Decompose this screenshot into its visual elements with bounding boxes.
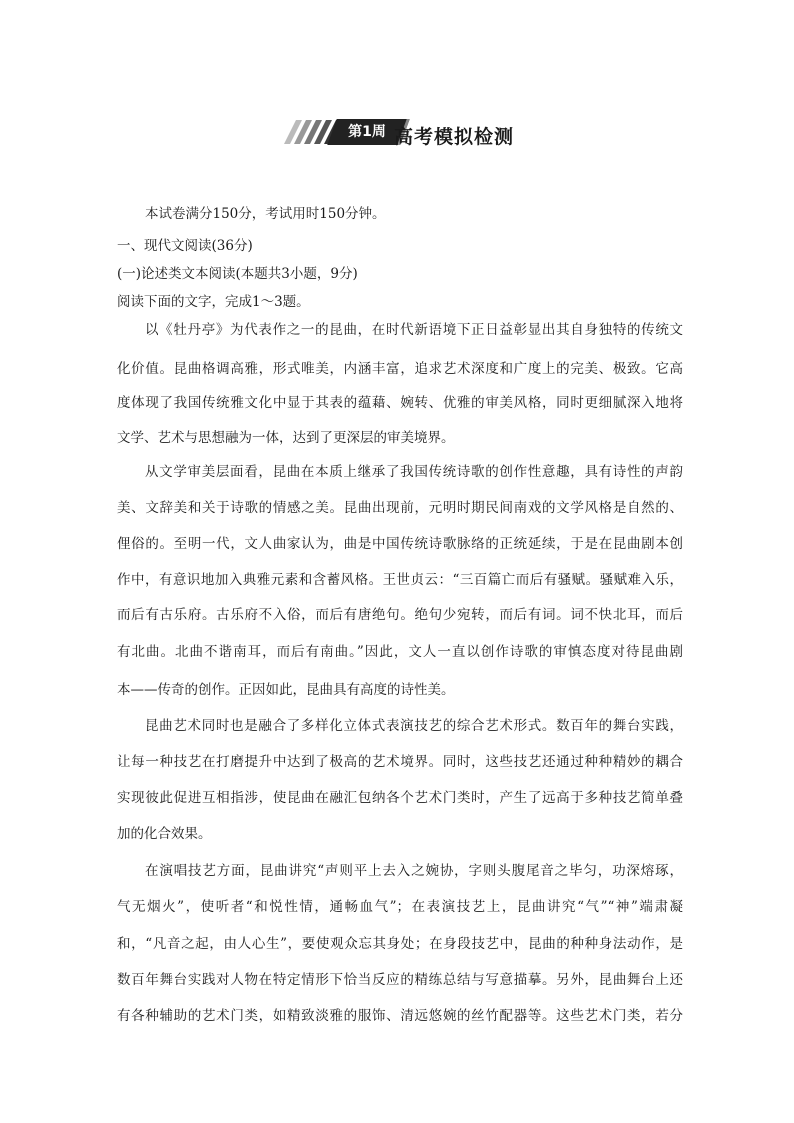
passage-line: 作中，有意识地加入典雅元素和含蓄风格。王世贞云：“三百篇亡而后有骚赋。骚赋难入乐，: [117, 572, 683, 588]
passage-line: 昆曲艺术同时也是融合了多样化立体式表演技艺的综合艺术形式。数百年的舞台实践，: [145, 718, 683, 734]
passage-line: 文学、艺术与思想融为一体，达到了更深层的审美境界。: [117, 430, 455, 446]
passage-line: 有各种辅助的艺术门类，如精致淡雅的服饰、清远悠婉的丝竹配器等。这些艺术门类，若分: [117, 1008, 683, 1024]
passage-line: 美、文辞美和关于诗歌的情感之美。昆曲出现前，元明时期民间南戏的文学风格是自然的、: [117, 500, 683, 516]
subsection-heading: (一)论述类文本阅读(本题共3小题，9分): [117, 266, 358, 282]
reading-instruction: 阅读下面的文字，完成1～3题。: [117, 294, 310, 310]
passage-line: 而后有古乐府。古乐府不入俗，而后有唐绝句。绝句少宛转，而后有词。词不快北耳，而后: [117, 607, 683, 623]
week-header: [274, 118, 534, 152]
exam-intro: 本试卷满分150分，考试用时150分钟。: [145, 206, 386, 222]
section-heading: 一、现代文阅读(36分): [117, 238, 253, 254]
passage-line: 从文学审美层面看，昆曲在本质上继承了我国传统诗歌的创作性意趣，具有诗性的声韵: [145, 464, 683, 480]
passage-line: 数百年舞台实践对人物在特定情形下恰当反应的精练总结与写意描摹。另外，昆曲舞台上还: [117, 972, 683, 988]
passage-line: 俚俗的。至明一代，文人曲家认为，曲是中国传统诗歌脉络的正统延续，于是在昆曲剧本创: [117, 536, 683, 552]
passage-line: 有北曲。北曲不谐南耳，而后有南曲。”因此，文人一直以创作诗歌的审慎态度对待昆曲剧: [117, 644, 683, 660]
passage-line: 实现彼此促进互相指涉，使昆曲在融汇包纳各个艺术门类时，产生了远高于多种技艺简单叠: [117, 790, 683, 806]
passage-line: 让每一种技艺在打磨提升中达到了极高的艺术境界。同时，这些技艺还通过种种精妙的耦合: [117, 754, 683, 770]
passage-line: 度体现了我国传统雅文化中显于其表的蕴藉、婉转、优雅的审美风格，同时更细腻深入地将: [117, 395, 683, 411]
passage-line: 在演唱技艺方面，昆曲讲究“声则平上去入之婉协，字则头腹尾音之毕匀，功深熔琢，: [145, 863, 683, 879]
passage-line: 以《牡丹亭》为代表作之一的昆曲，在时代新语境下正日益彰显出其自身独特的传统文: [145, 322, 683, 338]
passage-line: 气无烟火”，使听者“和悦性情，通畅血气”；在表演技艺上，昆曲讲究“气”“神”端肃凝: [117, 899, 683, 915]
passage-line: 加的化合效果。: [117, 826, 212, 842]
week-badge-label: 第1周: [348, 124, 386, 140]
passage-line: 化价值。昆曲格调高雅，形式唯美，内涵丰富，追求艺术深度和广度上的完美、极致。它高: [117, 361, 683, 377]
passage-line: 和，“凡音之起，由人心生”，要使观众忘其身处；在身段技艺中，昆曲的种种身法动作，是: [117, 936, 683, 952]
page-title: 高考模拟检测: [394, 126, 515, 148]
passage-line: 本——传奇的创作。正因如此，昆曲具有高度的诗性美。: [117, 682, 455, 698]
